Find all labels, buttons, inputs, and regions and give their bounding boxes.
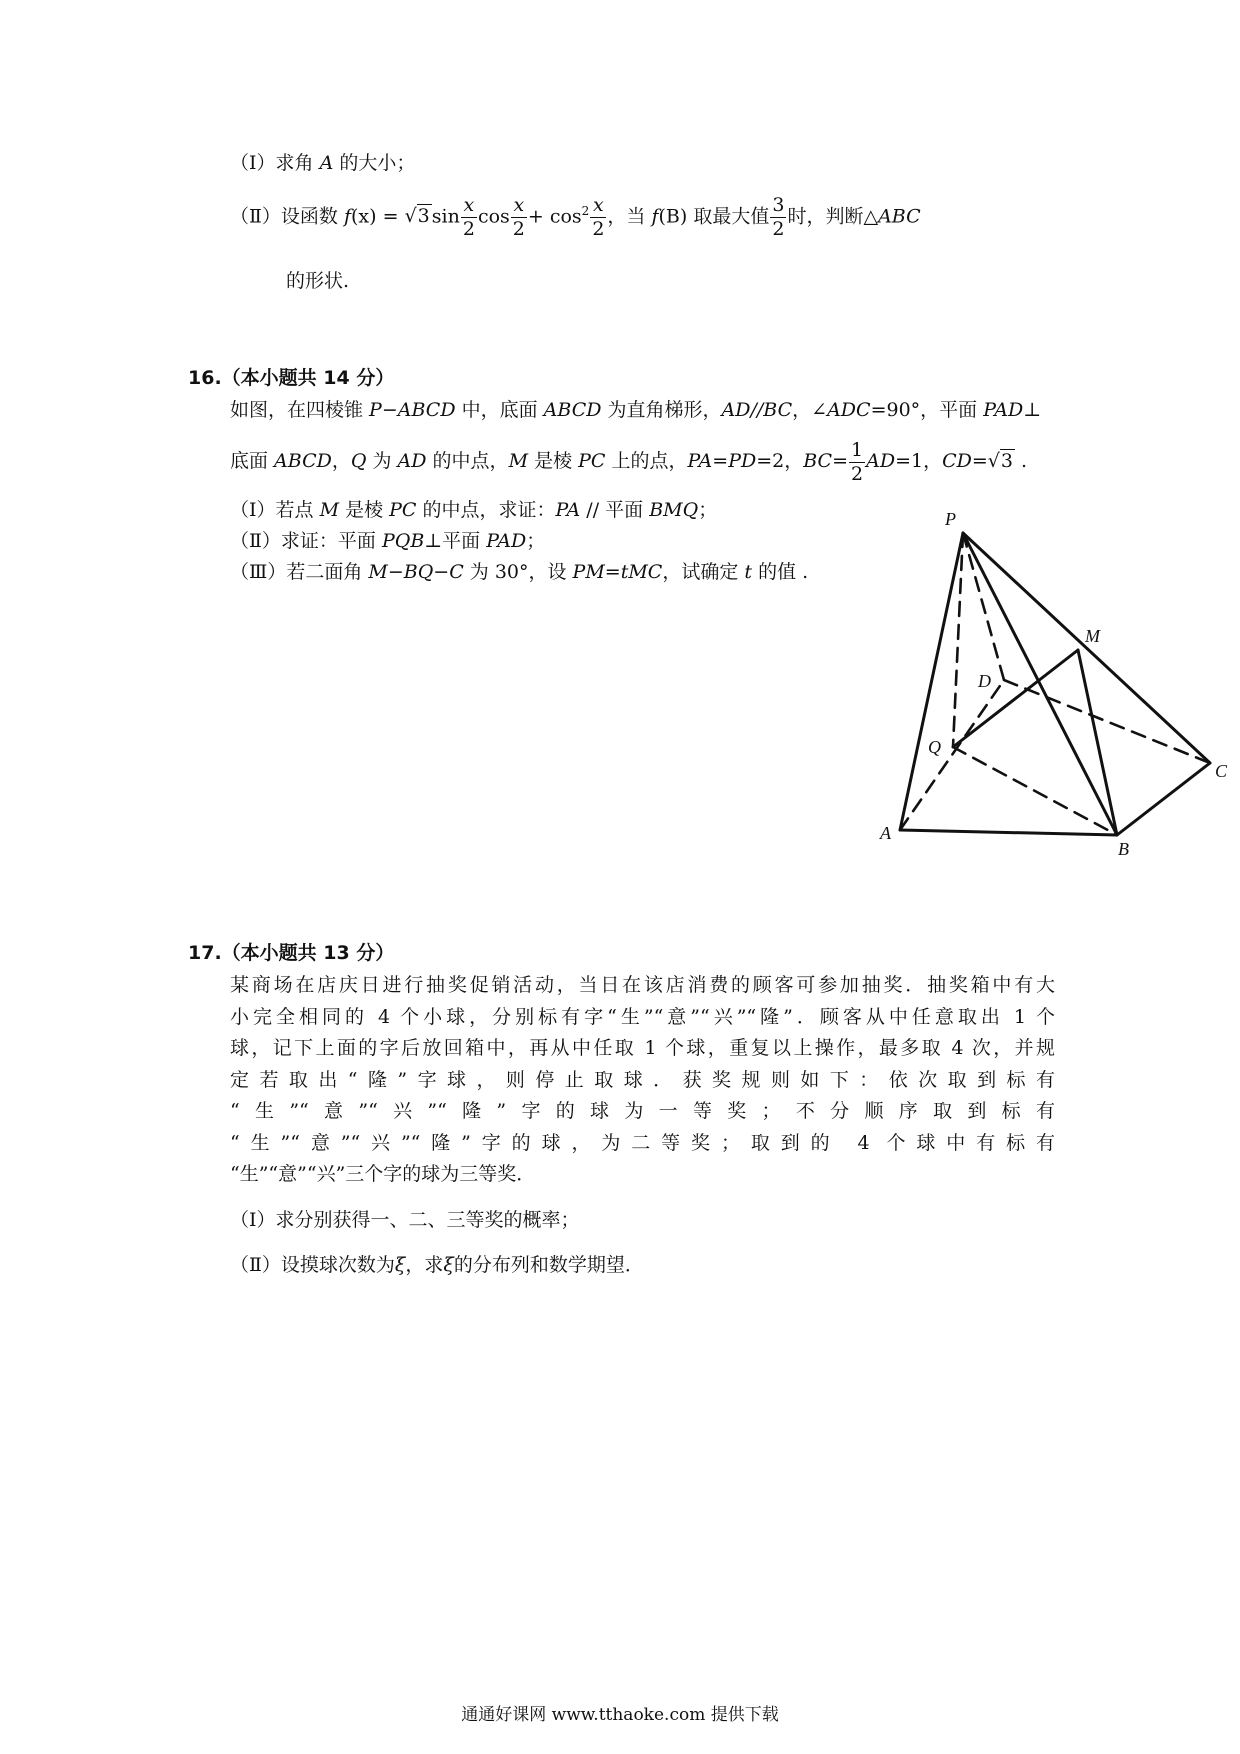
var-A: A bbox=[319, 152, 334, 174]
text: ， bbox=[331, 450, 351, 472]
q17-part1: （Ⅰ）求分别获得一、二、三等奖的概率； bbox=[230, 1209, 580, 1231]
sqrt-3-radicand: 3 bbox=[1000, 450, 1013, 472]
frac-den: 2 bbox=[512, 217, 525, 240]
segment-AD: AD bbox=[397, 450, 427, 472]
label-M: M bbox=[1085, 626, 1100, 646]
plane-PAD: PAD bbox=[983, 399, 1024, 421]
func-f: f bbox=[343, 205, 352, 228]
sqrt-3: √3 bbox=[404, 205, 430, 228]
frac-num: x bbox=[511, 196, 527, 218]
text: = bbox=[971, 450, 988, 472]
exponent-2: 2 bbox=[581, 204, 590, 218]
plane-PAD: PAD bbox=[486, 530, 527, 552]
q17-line: “生”“意”“兴”三个字的球为三等奖． bbox=[230, 1163, 536, 1185]
text: 求证：平面 bbox=[280, 530, 382, 552]
label-C: C bbox=[1215, 761, 1228, 781]
text: 为 30°，设 bbox=[463, 561, 573, 583]
frac-den: 2 bbox=[592, 217, 605, 240]
label: （Ⅰ） bbox=[230, 499, 276, 521]
base-name: ABCD bbox=[543, 399, 602, 421]
q17-line: “生”“意”“兴”“隆”字的球，为二等奖；取到的 4 个球中有标有 bbox=[230, 1131, 1055, 1154]
label-A: A bbox=[880, 823, 891, 843]
point-M: M bbox=[319, 499, 340, 521]
frac-den: 2 bbox=[851, 462, 864, 485]
edge-PQ bbox=[953, 533, 963, 747]
frac-num: 1 bbox=[851, 438, 864, 461]
segment-PA: PA bbox=[555, 499, 581, 521]
edge-BC bbox=[1117, 763, 1210, 835]
text: =2， bbox=[756, 450, 804, 472]
point-Q: Q bbox=[350, 450, 367, 472]
q15-part2-end: 的形状. bbox=[286, 270, 350, 292]
q17-line: “生”“意”“兴”“隆”字的球为一等奖；不分顺序取到标有 bbox=[230, 1100, 1055, 1122]
text: = bbox=[712, 450, 729, 472]
frac-3-2 bbox=[770, 193, 786, 240]
label-Q: Q bbox=[928, 737, 941, 757]
text: = bbox=[832, 450, 849, 472]
q17-body bbox=[230, 970, 1055, 1191]
q15-part2-label: （Ⅱ） bbox=[230, 205, 281, 228]
text: // 平面 bbox=[580, 499, 650, 521]
ratio-relation: PM=tMC bbox=[572, 561, 663, 583]
segment-CD: CD bbox=[942, 450, 972, 472]
segment-PD: PD bbox=[728, 450, 757, 472]
text: （Ⅱ）设摸球次数为 bbox=[230, 1254, 395, 1276]
q17-line: 某商场在店庆日进行抽奖促销活动，当日在该店消费的顾客可参加抽奖．抽奖箱中有大 bbox=[230, 974, 1055, 996]
equals: = bbox=[376, 205, 405, 228]
q15-part2-text-3: 取最大值 bbox=[687, 205, 770, 228]
q15-part2 bbox=[230, 187, 921, 240]
label-D: D bbox=[978, 671, 991, 691]
text: =90°，平面 bbox=[870, 399, 984, 421]
q16-heading: 16.（本小题共 14 分） bbox=[188, 367, 395, 389]
text: ，试确定 bbox=[662, 561, 745, 583]
edge-QB bbox=[953, 747, 1117, 835]
q17-line: 小完全相同的 4 个小球，分别标有字“生”“意”“兴”“隆”．顾客从中任意取出 1 个 bbox=[230, 1005, 1055, 1028]
segment-PC: PC bbox=[389, 499, 417, 521]
text: 若二面角 bbox=[286, 561, 369, 583]
q17-heading: 17.（本小题共 13 分） bbox=[188, 942, 395, 964]
frac-den: 2 bbox=[462, 217, 475, 240]
text: 如图，在四棱锥 bbox=[230, 399, 370, 421]
pyramid-name: P−ABCD bbox=[369, 399, 456, 421]
text: ； bbox=[698, 499, 718, 521]
sin: sin bbox=[431, 205, 460, 228]
plane-BMQ: BMQ bbox=[649, 499, 699, 521]
perp-symbol: ⊥ bbox=[1023, 399, 1042, 421]
q15-part1-label: （Ⅰ） bbox=[230, 152, 276, 174]
plane-PQB: PQB bbox=[381, 530, 425, 552]
point-M: M bbox=[508, 450, 529, 472]
var-t: t bbox=[744, 561, 753, 583]
func-arg: (x) bbox=[351, 205, 377, 228]
frac-x-2-b bbox=[511, 193, 527, 240]
label-P: P bbox=[945, 509, 956, 529]
q15-part1-text-end: 的大小； bbox=[333, 152, 416, 174]
segment-PC: PC bbox=[578, 450, 606, 472]
text: ，求 bbox=[405, 1254, 444, 1276]
text: ⊥平面 bbox=[424, 530, 487, 552]
q17-line: 球，记下上面的字后放回箱中，再从中任取 1 个球，重复以上操作，最多取 4 次，并规 bbox=[230, 1037, 1055, 1059]
edge-DC bbox=[1004, 680, 1210, 763]
label-B: B bbox=[1118, 839, 1129, 859]
q16-intro-line2 bbox=[230, 437, 1027, 485]
frac-x-2-c bbox=[590, 193, 606, 240]
footer: 通通好课网 www.tthaoke.com 提供下载 bbox=[461, 1705, 779, 1725]
label: （Ⅱ） bbox=[230, 530, 281, 552]
text: 是棱 bbox=[339, 499, 390, 521]
segment-PA: PA bbox=[687, 450, 713, 472]
var-xi: ξ bbox=[394, 1254, 406, 1276]
q16-intro-line1 bbox=[230, 395, 1041, 425]
base-name: ABCD bbox=[274, 450, 332, 472]
text: 的中点， bbox=[426, 450, 509, 472]
text: =1， bbox=[895, 450, 943, 472]
text: 的值 . bbox=[752, 561, 809, 583]
func-f-B: f bbox=[651, 205, 659, 228]
frac-x-2-a bbox=[461, 193, 477, 240]
edge-MB bbox=[1078, 650, 1117, 835]
angle-ADC: ADC bbox=[827, 399, 871, 421]
frac-num: x bbox=[590, 196, 606, 218]
frac-num: 3 bbox=[772, 193, 785, 216]
pyramid-figure bbox=[860, 505, 1230, 860]
edge-PD bbox=[963, 533, 1004, 680]
q17-part2 bbox=[230, 1250, 644, 1280]
q15-part2-text-2: ，当 bbox=[607, 205, 652, 228]
label: （Ⅲ） bbox=[230, 561, 287, 583]
q17-line: 定若取出“隆”字球，则停止取球．获奖规则如下：依次取到标有 bbox=[230, 1068, 1055, 1091]
sqrt-3-radicand: 3 bbox=[417, 205, 430, 228]
q15-part2-text: 设函数 bbox=[280, 205, 344, 228]
cos-squared: + cos bbox=[527, 205, 582, 228]
text: 若点 bbox=[275, 499, 320, 521]
frac-num: x bbox=[461, 196, 477, 218]
text: 中，底面 bbox=[455, 399, 544, 421]
text: ，∠ bbox=[792, 399, 828, 421]
cos: cos bbox=[477, 205, 510, 228]
edge-AB bbox=[900, 830, 1117, 835]
edge-MQ bbox=[953, 650, 1078, 747]
q15-part2-text-4: 时，判断△ bbox=[787, 205, 879, 228]
func-arg-B: (B) bbox=[658, 205, 688, 228]
text: 是棱 bbox=[528, 450, 579, 472]
frac-den: 2 bbox=[772, 217, 785, 240]
text: 底面 bbox=[230, 450, 275, 472]
text: 为 bbox=[366, 450, 398, 472]
text: . bbox=[1015, 450, 1028, 472]
text: 上的点， bbox=[605, 450, 688, 472]
segment-AD: AD bbox=[866, 450, 896, 472]
text: 的中点，求证： bbox=[416, 499, 556, 521]
q16-part1 bbox=[230, 495, 717, 525]
sqrt-3: √3 bbox=[987, 450, 1013, 472]
edge-PC bbox=[963, 533, 1210, 763]
q16-part3 bbox=[230, 557, 808, 587]
text: 的分布列和数学期望． bbox=[453, 1254, 644, 1276]
dihedral-angle: M−BQ−C bbox=[368, 561, 464, 583]
var-xi: ξ bbox=[443, 1254, 454, 1276]
triangle-ABC: ABC bbox=[878, 205, 921, 228]
segment-BC: BC bbox=[803, 450, 833, 472]
q16-part2 bbox=[230, 526, 545, 556]
q15-part1-text: 求角 bbox=[275, 152, 320, 174]
q15-part1 bbox=[230, 148, 415, 178]
frac-1-2 bbox=[849, 438, 865, 485]
text: ； bbox=[526, 530, 546, 552]
text: 为直角梯形， bbox=[601, 399, 722, 421]
parallel-relation: AD//BC bbox=[721, 399, 793, 421]
